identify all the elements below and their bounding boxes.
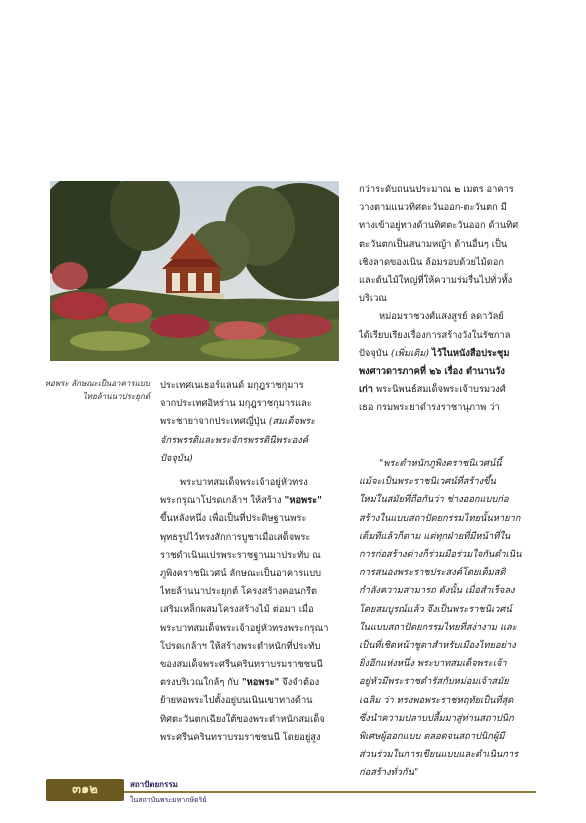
publication-title: สถาปัตยกรรม: [130, 780, 178, 789]
text-line: ตะวันตกเป็นสนามหญ้า ด้านอื่นๆ เป็น: [359, 238, 508, 250]
text-line: เธอ กรมพระยาดำรงราชานุภาพ ว่า: [359, 402, 500, 414]
text-segment: ปัจจุบัน: [359, 347, 389, 359]
text-line: จากประเทศอิหร่าน มกุฎราชกุมารและ: [160, 398, 312, 410]
text-segment-bold: เก่า: [359, 384, 374, 396]
text-line: พงศาวดารภาคที่ ๒๖ เรื่อง ตำนานวัง: [359, 366, 505, 378]
text-line: ราชดำเนินแปรพระราชฐานมาประทับ ณ: [160, 549, 321, 561]
quote-line: ก่อสร้างทั่วกัน": [359, 767, 419, 779]
text-line: [160, 413, 340, 431]
left-column: [160, 377, 340, 747]
quote-line: พิเศษผู้ออกแบบ ตลอดจนสถาปนิกผู้มี: [359, 731, 505, 743]
text-line: บริเวณ: [359, 293, 387, 305]
text-line: ย้ายหอพระไปตั้งอยู่บนเนินเขาทางด้าน: [160, 695, 313, 707]
footer-rule: [124, 791, 536, 793]
text-line: ประเทศเนเธอร์แลนด์ มกุฎราชกุมาร: [160, 380, 304, 391]
text-line: พระบาทสมเด็จพระเจ้าอยู่หัวทรงพระกรุณา: [160, 622, 329, 634]
quote-line: ซึ่งนำความปลาบปลื้มมาสู่ท่านสถาปนิก: [359, 712, 514, 724]
quote-line: กำลังความสามารถ ดังนั้น เมื่อสำเร็จลง: [359, 585, 515, 597]
quote-line: ยิ่งอีกแห่งหนึ่ง พระบาทสมเด็จพระเจ้า: [359, 658, 507, 670]
text-line: และต้นไม้ใหญ่ที่ให้ความร่มรื่นไปทั่วทั้ง: [359, 275, 513, 287]
text-line: เชิงลาดของเนิน ล้อมรอบด้วยไม้ดอก: [359, 256, 504, 268]
quote-block: [359, 455, 539, 783]
text-line: ขึ้นหลังหนึ่ง เพื่อเป็นที่ประดิษฐานพระ: [160, 513, 307, 525]
text-line: พระบาทสมเด็จพระเจ้าอยู่หัวทรง: [180, 477, 308, 489]
photo-ho-phra: [50, 181, 339, 361]
right-column-top: [359, 181, 539, 418]
quote-line: เฉลิม ว่า ทรงพอพระราชหฤทัยเป็นที่สุด: [359, 694, 514, 706]
quote-line: ในแบบสถาปัตยกรรมไทยที่สง่างาม และ: [359, 621, 517, 633]
page-number: ๓๑๒: [72, 782, 98, 797]
text-segment: จึงจำต้อง: [282, 677, 320, 689]
quote-line: เป็นที่เชิดหน้าชูตาสำหรับเมืองไทยอย่าง: [359, 640, 516, 652]
text-segment-bold: "หอพระ": [241, 677, 280, 689]
quote-line: อยู่หัวมีพระราชดำรัสกับหม่อมเจ้าสมัย: [359, 676, 509, 688]
text-line: กว่าระดับถนนประมาณ ๒ เมตร อาคาร: [359, 184, 514, 195]
quote-line: สร้างในแบบสถาปัตยกรรมไทยนั้นหายาก: [359, 512, 521, 524]
text-line: ทิศตะวันตกเฉียงใต้ของพระตำหนักสมเด็จ: [160, 713, 325, 725]
quote-line: ส่วนร่วมในการเขียนแบบและดำเนินการ: [359, 749, 519, 761]
text-line: หม่อมราชวงศ์แสงสูรย์ ลดาวัลย์: [379, 311, 504, 323]
text-segment-italic: (สมเด็จพระ: [268, 416, 316, 428]
text-line: [160, 674, 340, 692]
text-line: ไทยล้านนาประยุกต์ โครงสร้างคอนกรีต: [160, 586, 318, 598]
text-line: [160, 492, 340, 510]
text-line: [359, 381, 539, 399]
text-line: เสริมเหล็กผสมโครงสร้างไม้ ต่อมา เมื่อ: [160, 604, 314, 616]
quote-line: "พระตำหนักภูพิงคราชนิเวศน์นี้: [379, 458, 502, 469]
quote-line: เต็มทีแล้วก็ตาม แต่ทุกฝ่ายที่มีหน้าที่ใน: [359, 530, 511, 542]
text-segment-bold: "หอพระ": [284, 495, 322, 507]
text-line: วางตามแนวทิศตะวันออก-ตะวันตก มี: [359, 202, 507, 214]
quote-line: การสนองพระราชประสงค์โดยเต็มสติ: [359, 567, 506, 579]
text-segment: ตรงบริเวณใกล้ๆ กับ: [160, 677, 239, 689]
text-line: ได้เรียบเรียงเรื่องการสร้างวังในรัชกาล: [359, 329, 511, 341]
text-line: พุทธรูปไว้ทรงสักการบูชาเมื่อเสด็จพระ: [160, 531, 311, 543]
quote-line: โดยสมบูรณ์แล้ว จึงเป็นพระราชนิเวศน์: [359, 603, 512, 615]
text-line: โปรดเกล้าฯ ให้สร้างพระตำหนักที่ประทับ: [160, 640, 321, 652]
text-line: ภูพิงคราชนิเวศน์ ลักษณะเป็นอาคารแบบ: [160, 568, 322, 580]
text-segment-italic: (เพิ่มเติม): [391, 347, 430, 359]
text-line: [359, 345, 539, 363]
publication-subtitle: ในสถาบันพระมหากษัตริย์: [130, 796, 207, 804]
text-line: พระศรีนครินทราบรมราชชนนี โดยอยู่สูง: [160, 731, 321, 743]
text-segment-bold: ไว้ในหนังสือประชุม: [432, 347, 510, 359]
ho-phra-photo-illustration: [50, 181, 339, 361]
text-segment: พระนิพนธ์สมเด็จพระเจ้าบรมวงศ์: [376, 384, 506, 396]
quote-line: แม้จะเป็นพระราชนิเวศน์ที่สร้างขึ้น: [359, 476, 496, 488]
quote-line: ใหม่ในสมัยที่ถือกันว่า ช่างออกแบบก่อ: [359, 494, 509, 506]
text-segment: พระชายาจากประเทศญี่ปุ่น: [160, 416, 266, 428]
text-line: ปัจจุบัน): [160, 452, 193, 464]
quote-line: การก่อสร้างต่างก็ร่วมมือร่วมใจกันดำเนิน: [359, 549, 522, 561]
photo-caption: หอพระ ลักษณะเป็นอาคารแบบไทยล้านนาประยุกต์: [44, 379, 150, 401]
text-line: จักรพรรดิและพระจักรพรรดินีพระองค์: [160, 434, 309, 446]
text-line: ของสมเด็จพระศรีนครินทราบรมราชชนนี: [160, 659, 323, 671]
text-segment: พระกรุณาโปรดเกล้าฯ ให้สร้าง: [160, 495, 282, 507]
text-line: ทางเข้าอยู่ทางด้านทิศตะวันออก ด้านทิศ: [359, 220, 519, 232]
